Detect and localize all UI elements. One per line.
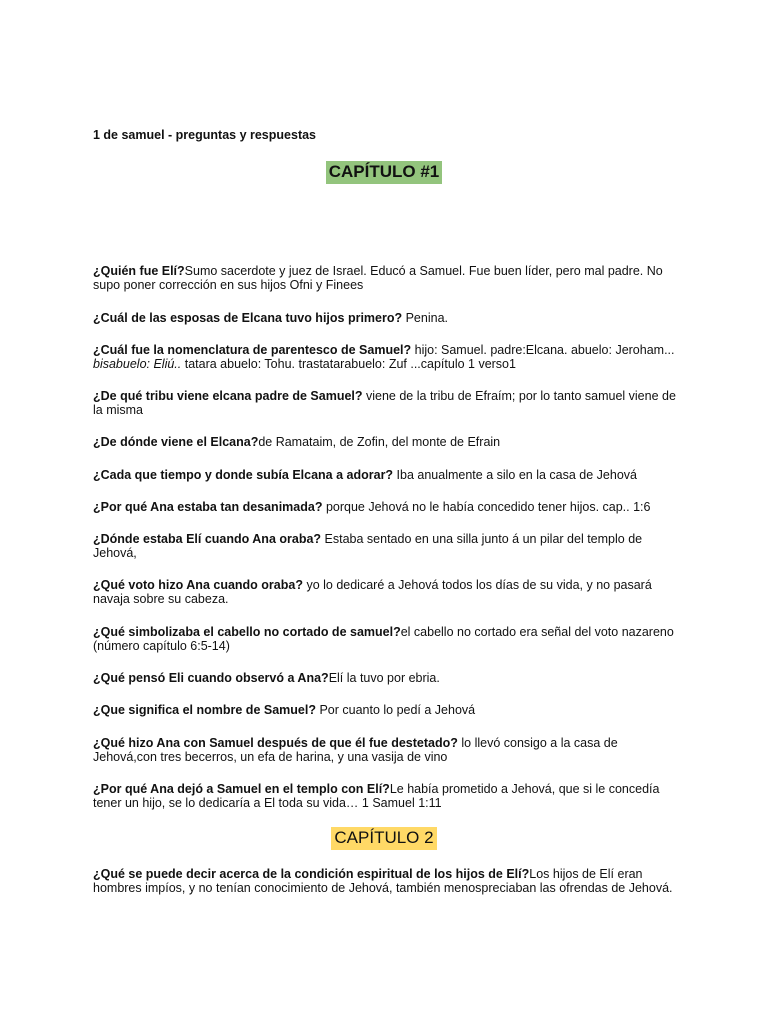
answer: Estaba sentado en una silla junto á un pilar del templo de Jehová,: [93, 532, 643, 560]
qa-item-13: [93, 736, 683, 764]
chapter-2-heading: CAPÍTULO 2: [331, 827, 436, 850]
question: ¿Que significa el nombre de Samuel?: [93, 703, 316, 717]
qa-item-8: [93, 532, 683, 560]
answer-italic: bisabuelo: Eliú..: [93, 357, 182, 371]
question: ¿Qué hizo Ana con Samuel después de que él fue destetado?: [93, 736, 458, 750]
question: ¿Quién fue Elí?: [93, 264, 185, 278]
answer: yo lo dedicaré a Jehová todos los días de su vida, y no pasará navaja sobre su cabeza.: [93, 578, 652, 606]
answer: Sumo sacerdote y juez de Israel. Educó a Samuel. Fue buen líder, pero mal padre. No supo poner corrección en sus hijos Ofni y Finees: [93, 264, 663, 292]
answer: Le había prometido a Jehová, que si le concedía tener un hijo, se lo dedicaría a El toda su vida… 1 Samuel 1:11: [93, 782, 660, 810]
qa-item-14: [93, 782, 683, 810]
question: ¿Qué simbolizaba el cabello no cortado de samuel?: [93, 625, 401, 639]
qa-item-4: [93, 389, 683, 417]
answer: Los hijos de Elí eran hombres impíos, y no tenían conocimiento de Jehová, también menospreciaban las ofrendas de Jehová.: [93, 867, 673, 895]
question: ¿Qué pensó Eli cuando observó a Ana?: [93, 671, 329, 685]
qa-item-5: [93, 435, 683, 449]
answer: Elí la tuvo por ebria.: [328, 671, 440, 685]
answer: el cabello no cortado era señal del voto nazareno (número capítulo 6:5-14): [93, 625, 674, 653]
answer-tail: tatara abuelo: Tohu. trastatarabuelo: Zuf ...capítulo 1 verso1: [181, 357, 516, 371]
qa-item-15: [93, 867, 683, 895]
answer: lo llevó consigo a la casa de Jehová,con tres becerros, un efa de harina, y una vasija de vino: [93, 736, 618, 764]
question: ¿Qué voto hizo Ana cuando oraba?: [93, 578, 303, 592]
answer: viene de la tribu de Efraím; por lo tanto samuel viene de la misma: [93, 389, 676, 417]
qa-item-10: [93, 625, 683, 653]
question: ¿Cuál de las esposas de Elcana tuvo hijos primero?: [93, 311, 403, 325]
qa-item-11: [93, 671, 683, 685]
qa-item-3: [93, 343, 683, 371]
question: ¿De dónde viene el Elcana?: [93, 435, 259, 449]
chapter-1-heading-row: [0, 161, 768, 184]
question: ¿De qué tribu viene elcana padre de Samuel?: [93, 389, 363, 403]
answer: porque Jehová no le había concedido tener hijos. cap.. 1:6: [322, 500, 651, 514]
question: ¿Por qué Ana estaba tan desanimada?: [93, 500, 323, 514]
qa-item-2: [93, 311, 683, 325]
question: ¿Qué se puede decir acerca de la condición espiritual de los hijos de Elí?: [93, 867, 530, 881]
question: ¿Cuál fue la nomenclatura de parentesco de Samuel?: [93, 343, 412, 357]
answer: Penina.: [402, 311, 448, 325]
answer: de Ramataim, de Zofin, del monte de Efrain: [258, 435, 501, 449]
chapter-1-heading: CAPÍTULO #1: [326, 161, 443, 184]
answer: hijo: Samuel. padre:Elcana. abuelo: Jeroham...: [411, 343, 675, 357]
qa-item-12: [93, 703, 683, 717]
question: ¿Por qué Ana dejó a Samuel en el templo con Elí?: [93, 782, 390, 796]
qa-item-9: [93, 578, 683, 606]
answer: Iba anualmente a silo en la casa de Jehová: [393, 468, 637, 482]
qa-item-6: [93, 468, 683, 482]
document-title: 1 de samuel - preguntas y respuestas: [93, 128, 317, 142]
qa-item-7: [93, 500, 683, 514]
question: ¿Dónde estaba Elí cuando Ana oraba?: [93, 532, 322, 546]
question: ¿Cada que tiempo y donde subía Elcana a adorar?: [93, 468, 394, 482]
qa-item-1: [93, 264, 683, 292]
chapter-2-heading-row: [0, 827, 768, 850]
answer: Por cuanto lo pedí a Jehová: [315, 703, 476, 717]
